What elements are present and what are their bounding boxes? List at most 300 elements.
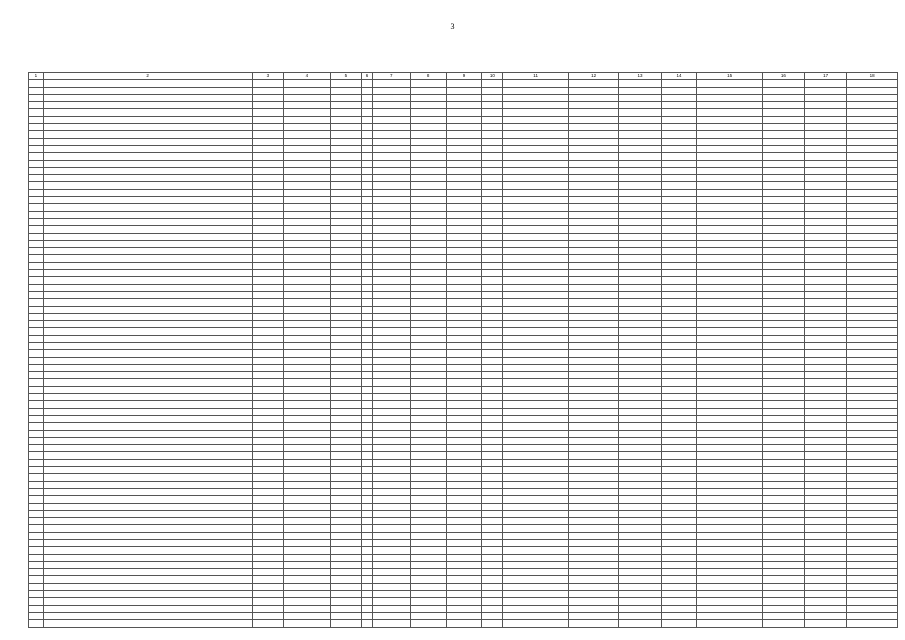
table-cell: [330, 160, 362, 167]
table-cell: [762, 452, 804, 459]
table-cell: [805, 503, 847, 510]
table-cell: [252, 233, 284, 240]
table-cell: [410, 131, 446, 138]
table-cell: [29, 364, 44, 371]
table-cell: [482, 445, 503, 452]
table-cell: [446, 467, 482, 474]
table-cell: [330, 291, 362, 298]
table-cell: [661, 540, 697, 547]
table-cell: [568, 277, 619, 284]
table-cell: [805, 357, 847, 364]
table-cell: [482, 547, 503, 554]
table-cell: [330, 620, 362, 627]
table-cell: [503, 357, 568, 364]
table-cell: [252, 569, 284, 576]
table-cell: [697, 569, 762, 576]
table-cell: [29, 240, 44, 247]
table-cell: [284, 87, 330, 94]
table-row: [29, 540, 898, 547]
table-cell: [568, 598, 619, 605]
table-cell: [847, 386, 898, 393]
table-cell: [43, 437, 252, 444]
table-cell: [330, 233, 362, 240]
table-cell: [847, 211, 898, 218]
table-cell: [43, 306, 252, 313]
table-cell: [43, 503, 252, 510]
table-cell: [697, 576, 762, 583]
table-cell: [252, 510, 284, 517]
table-cell: [697, 612, 762, 619]
table-cell: [568, 379, 619, 386]
table-cell: [284, 306, 330, 313]
table-cell: [362, 182, 373, 189]
table-cell: [805, 437, 847, 444]
table-cell: [482, 620, 503, 627]
table-cell: [619, 167, 661, 174]
table-cell: [284, 131, 330, 138]
table-cell: [697, 182, 762, 189]
table-cell: [29, 306, 44, 313]
table-cell: [762, 547, 804, 554]
table-cell: [619, 554, 661, 561]
table-cell: [446, 175, 482, 182]
table-cell: [619, 109, 661, 116]
table-cell: [482, 124, 503, 131]
table-cell: [372, 569, 410, 576]
table-cell: [330, 386, 362, 393]
table-cell: [330, 204, 362, 211]
table-cell: [482, 197, 503, 204]
table-cell: [446, 518, 482, 525]
table-row: [29, 357, 898, 364]
table-cell: [697, 197, 762, 204]
table-cell: [661, 408, 697, 415]
table-cell: [252, 357, 284, 364]
table-cell: [847, 226, 898, 233]
table-cell: [372, 386, 410, 393]
table-cell: [503, 386, 568, 393]
table-cell: [482, 204, 503, 211]
table-cell: [362, 510, 373, 517]
table-cell: [372, 197, 410, 204]
table-cell: [410, 102, 446, 109]
table-cell: [43, 576, 252, 583]
table-cell: [619, 138, 661, 145]
table-cell: [29, 291, 44, 298]
table-cell: [503, 408, 568, 415]
table-row: [29, 547, 898, 554]
table-cell: [362, 364, 373, 371]
table-cell: [847, 488, 898, 495]
table-cell: [43, 488, 252, 495]
table-cell: [762, 160, 804, 167]
table-cell: [43, 270, 252, 277]
table-cell: [330, 335, 362, 342]
table-cell: [805, 547, 847, 554]
table-cell: [568, 372, 619, 379]
table-cell: [482, 357, 503, 364]
table-cell: [410, 175, 446, 182]
table-cell: [697, 255, 762, 262]
table-cell: [252, 277, 284, 284]
table-cell: [43, 197, 252, 204]
table-cell: [847, 394, 898, 401]
table-cell: [568, 131, 619, 138]
table-cell: [29, 138, 44, 145]
table-row: [29, 459, 898, 466]
table-cell: [697, 321, 762, 328]
table-cell: [362, 620, 373, 627]
table-row: [29, 372, 898, 379]
table-cell: [661, 423, 697, 430]
table-cell: [847, 379, 898, 386]
table-cell: [619, 335, 661, 342]
table-cell: [661, 248, 697, 255]
table-cell: [661, 620, 697, 627]
table-cell: [697, 518, 762, 525]
table-cell: [446, 612, 482, 619]
table-cell: [252, 313, 284, 320]
table-cell: [503, 255, 568, 262]
table-cell: [372, 496, 410, 503]
table-row: [29, 204, 898, 211]
table-cell: [362, 240, 373, 247]
table-cell: [362, 569, 373, 576]
table-cell: [29, 328, 44, 335]
table-cell: [372, 233, 410, 240]
table-cell: [805, 620, 847, 627]
table-cell: [446, 299, 482, 306]
table-cell: [503, 569, 568, 576]
table-cell: [410, 138, 446, 145]
table-cell: [805, 525, 847, 532]
table-cell: [805, 138, 847, 145]
table-cell: [252, 445, 284, 452]
table-cell: [43, 357, 252, 364]
table-cell: [568, 335, 619, 342]
table-cell: [43, 401, 252, 408]
table-cell: [503, 145, 568, 152]
table-cell: [503, 87, 568, 94]
table-cell: [482, 488, 503, 495]
table-cell: [619, 423, 661, 430]
table-cell: [29, 415, 44, 422]
table-cell: [410, 160, 446, 167]
table-cell: [619, 452, 661, 459]
table-cell: [619, 248, 661, 255]
table-cell: [503, 591, 568, 598]
table-cell: [284, 605, 330, 612]
table-cell: [568, 94, 619, 101]
table-cell: [29, 233, 44, 240]
table-cell: [568, 80, 619, 87]
table-cell: [43, 342, 252, 349]
table-cell: [43, 153, 252, 160]
table-cell: [568, 350, 619, 357]
table-cell: [284, 175, 330, 182]
table-cell: [372, 467, 410, 474]
table-row: [29, 445, 898, 452]
table-cell: [284, 386, 330, 393]
table-cell: [330, 488, 362, 495]
table-cell: [284, 138, 330, 145]
table-cell: [43, 138, 252, 145]
table-cell: [503, 518, 568, 525]
table-cell: [284, 182, 330, 189]
table-cell: [29, 182, 44, 189]
table-cell: [847, 270, 898, 277]
column-number-cell: 4: [284, 73, 330, 80]
table-cell: [29, 569, 44, 576]
table-cell: [43, 364, 252, 371]
table-cell: [805, 342, 847, 349]
table-cell: [805, 197, 847, 204]
table-cell: [847, 182, 898, 189]
table-cell: [805, 408, 847, 415]
table-cell: [29, 437, 44, 444]
table-cell: [697, 474, 762, 481]
table-cell: [29, 518, 44, 525]
table-cell: [284, 598, 330, 605]
table-cell: [847, 518, 898, 525]
table-cell: [482, 182, 503, 189]
table-cell: [284, 284, 330, 291]
table-cell: [697, 131, 762, 138]
table-cell: [847, 87, 898, 94]
table-cell: [252, 160, 284, 167]
table-cell: [410, 401, 446, 408]
table-cell: [619, 145, 661, 152]
table-cell: [284, 591, 330, 598]
table-row: [29, 87, 898, 94]
table-cell: [697, 102, 762, 109]
table-cell: [482, 313, 503, 320]
table-cell: [847, 342, 898, 349]
table-cell: [697, 80, 762, 87]
table-cell: [446, 204, 482, 211]
table-cell: [503, 131, 568, 138]
table-cell: [330, 226, 362, 233]
table-cell: [568, 612, 619, 619]
table-cell: [446, 262, 482, 269]
table-cell: [372, 583, 410, 590]
table-cell: [847, 467, 898, 474]
table-cell: [503, 547, 568, 554]
table-cell: [847, 160, 898, 167]
table-cell: [568, 408, 619, 415]
table-cell: [29, 583, 44, 590]
table-cell: [362, 277, 373, 284]
table-cell: [284, 80, 330, 87]
table-cell: [446, 372, 482, 379]
table-cell: [503, 240, 568, 247]
table-cell: [805, 576, 847, 583]
table-cell: [284, 372, 330, 379]
table-cell: [362, 576, 373, 583]
table-cell: [362, 321, 373, 328]
table-cell: [805, 459, 847, 466]
table-cell: [43, 131, 252, 138]
table-cell: [847, 525, 898, 532]
table-cell: [372, 240, 410, 247]
table-cell: [661, 277, 697, 284]
table-cell: [43, 496, 252, 503]
table-cell: [446, 430, 482, 437]
table-cell: [568, 591, 619, 598]
table-cell: [503, 342, 568, 349]
table-cell: [482, 525, 503, 532]
table-cell: [661, 583, 697, 590]
table-cell: [372, 328, 410, 335]
table-cell: [43, 510, 252, 517]
table-cell: [372, 175, 410, 182]
table-cell: [619, 459, 661, 466]
table-cell: [568, 145, 619, 152]
table-cell: [847, 218, 898, 225]
table-row: [29, 532, 898, 539]
table-cell: [697, 532, 762, 539]
table-cell: [410, 262, 446, 269]
table-cell: [330, 605, 362, 612]
table-cell: [43, 598, 252, 605]
table-cell: [29, 386, 44, 393]
table-cell: [410, 291, 446, 298]
table-row: [29, 591, 898, 598]
table-cell: [284, 394, 330, 401]
table-cell: [252, 153, 284, 160]
table-cell: [330, 569, 362, 576]
table-cell: [847, 306, 898, 313]
table-row: [29, 328, 898, 335]
table-row: [29, 145, 898, 152]
table-cell: [503, 540, 568, 547]
table-cell: [29, 554, 44, 561]
table-cell: [284, 262, 330, 269]
table-cell: [619, 226, 661, 233]
table-cell: [410, 430, 446, 437]
table-row: [29, 605, 898, 612]
table-cell: [284, 569, 330, 576]
table-cell: [284, 415, 330, 422]
table-cell: [252, 583, 284, 590]
table-cell: [330, 197, 362, 204]
table-cell: [661, 605, 697, 612]
table-cell: [661, 189, 697, 196]
table-cell: [503, 153, 568, 160]
table-cell: [252, 80, 284, 87]
table-cell: [284, 481, 330, 488]
table-cell: [29, 430, 44, 437]
table-row: [29, 197, 898, 204]
table-cell: [284, 109, 330, 116]
table-cell: [330, 218, 362, 225]
table-cell: [29, 226, 44, 233]
table-cell: [410, 124, 446, 131]
table-cell: [568, 561, 619, 568]
table-cell: [29, 408, 44, 415]
table-cell: [446, 124, 482, 131]
table-cell: [372, 474, 410, 481]
table-cell: [847, 175, 898, 182]
table-cell: [372, 415, 410, 422]
table-cell: [482, 423, 503, 430]
table-cell: [43, 240, 252, 247]
table-cell: [762, 532, 804, 539]
table-cell: [29, 116, 44, 123]
table-cell: [503, 182, 568, 189]
table-cell: [697, 291, 762, 298]
table-row: [29, 488, 898, 495]
table-row: [29, 583, 898, 590]
table-cell: [503, 116, 568, 123]
table-cell: [252, 612, 284, 619]
table-cell: [847, 437, 898, 444]
table-cell: [330, 80, 362, 87]
table-cell: [482, 116, 503, 123]
table-cell: [372, 124, 410, 131]
table-cell: [762, 540, 804, 547]
table-cell: [43, 211, 252, 218]
table-cell: [847, 124, 898, 131]
table-cell: [410, 554, 446, 561]
table-cell: [252, 299, 284, 306]
table-cell: [619, 116, 661, 123]
table-cell: [762, 598, 804, 605]
table-cell: [252, 437, 284, 444]
table-cell: [446, 423, 482, 430]
table-cell: [284, 467, 330, 474]
table-cell: [503, 467, 568, 474]
table-cell: [503, 270, 568, 277]
table-cell: [252, 226, 284, 233]
table-cell: [805, 350, 847, 357]
table-row: [29, 474, 898, 481]
table-cell: [482, 350, 503, 357]
table-cell: [252, 474, 284, 481]
table-cell: [697, 561, 762, 568]
table-cell: [252, 547, 284, 554]
table-cell: [503, 102, 568, 109]
table-cell: [446, 488, 482, 495]
table-cell: [284, 299, 330, 306]
table-cell: [482, 364, 503, 371]
table-cell: [805, 262, 847, 269]
table-cell: [29, 481, 44, 488]
table-cell: [847, 335, 898, 342]
table-cell: [252, 291, 284, 298]
table-cell: [252, 109, 284, 116]
table-cell: [762, 167, 804, 174]
table-cell: [43, 335, 252, 342]
table-cell: [362, 488, 373, 495]
table-cell: [568, 437, 619, 444]
table-cell: [362, 437, 373, 444]
table-cell: [482, 591, 503, 598]
table-cell: [661, 452, 697, 459]
table-cell: [482, 474, 503, 481]
table-cell: [847, 277, 898, 284]
table-cell: [43, 218, 252, 225]
table-cell: [43, 233, 252, 240]
table-cell: [503, 488, 568, 495]
table-cell: [762, 342, 804, 349]
table-cell: [29, 262, 44, 269]
table-cell: [619, 240, 661, 247]
table-cell: [43, 102, 252, 109]
table-cell: [762, 496, 804, 503]
table-cell: [252, 131, 284, 138]
column-number-row: [29, 73, 898, 80]
